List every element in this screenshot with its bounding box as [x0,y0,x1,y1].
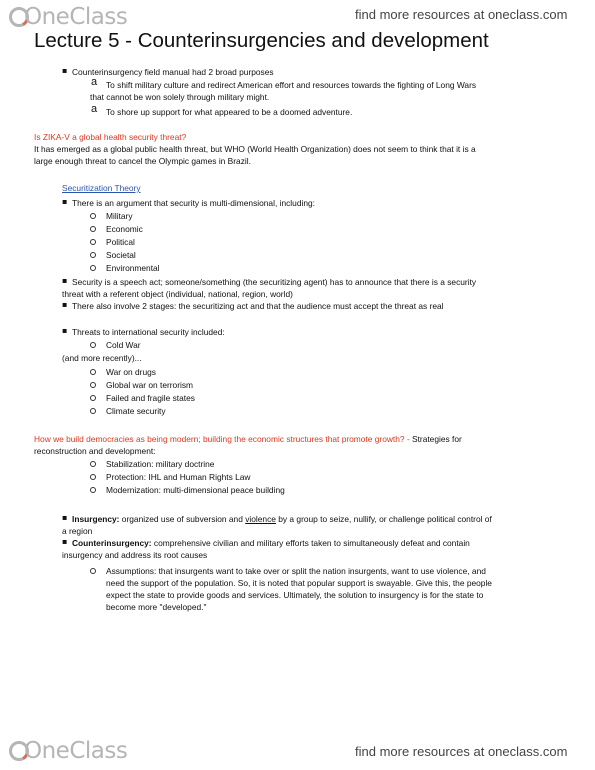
democracy-heading: How we build democracies as being modern; building the economic structures that promote growth? - [34,434,410,444]
header-tagline[interactable]: find more resources at oneclass.com [355,7,568,22]
bullet-dot: ▪ [62,276,68,285]
assumptions-line4: become more "developed." [106,602,207,612]
dimension-item: Societal [106,250,136,260]
zika-body-line1: It has emerged as a global public health threat, but WHO (World Health Organization) does not seem to think that it is a [34,144,476,154]
oneclass-logo-footer[interactable] [8,738,127,764]
speech-act-line2: threat with a referent object (individual, national, region, world) [62,289,293,299]
strategy-item: Stabilization: military doctrine [106,459,215,469]
assumptions-line2: need the support of the population. So, it is noted that popular support is swayable. Give this, the people [106,578,492,588]
democracy-heading-tail: Strategies for [409,434,462,444]
circle-bullet [90,252,96,258]
two-stages-text: There also involve 2 stages: the securitizing act and that the audience must accept the threat as real [72,301,444,311]
manual-intro: Counterinsurgency field manual had 2 broad purposes [72,67,274,77]
dimension-item: Political [106,237,135,247]
threat-item: War on drugs [106,367,156,377]
dimension-item: Economic [106,224,143,234]
purpose-a-line2: that cannot be won solely through military might. [90,92,270,102]
logo-text-one: One [24,4,70,30]
assumptions-line1: Assumptions: that insurgents want to take over or split the nation insurgents, want to use violence, and [106,566,486,576]
circle-bullet [90,487,96,493]
circle-bullet [90,369,96,375]
circle-bullet [90,226,96,232]
multi-dimensional-text: There is an argument that security is multi-dimensional, including: [72,198,315,208]
logo-text-one: One [24,738,70,764]
purpose-b: To shore up support for what appeared to be a doomed adventure. [106,107,353,117]
insurgency-def-a: organized use of subversion and [119,514,246,524]
circle-bullet [90,342,96,348]
threat-item: Global war on terrorism [106,380,194,390]
circle-bullet [90,395,96,401]
democracy-heading-line [34,433,462,445]
bullet-dot: ▪ [62,537,68,546]
insurgency-term: Insurgency: [72,514,120,524]
sub-marker-a: a [91,76,98,88]
insurgency-violence: violence [245,514,276,524]
bullet-dot: ▪ [62,326,68,335]
bullet-dot: ▪ [62,66,68,75]
sub-marker-b: a [91,103,98,115]
more-recently-text: (and more recently)... [62,353,142,363]
speech-act-line1: Security is a speech act; someone/something (the securitizing agent) has to announce that there is a security [72,277,477,287]
threat-item: Climate security [106,406,166,416]
insurgency-def-b: by a group to seize, nullify, or challenge political control of [275,514,492,524]
zika-heading: Is ZIKA-V a global health security threat? [34,132,187,142]
footer-tagline[interactable]: find more resources at oneclass.com [355,744,568,759]
threat-item: Failed and fragile states [106,393,195,403]
zika-body-line2: large enough threat to cancel the Olympic games in Brazil. [34,156,251,166]
insurgency-line2: a region [62,526,93,536]
threats-intro: Threats to international security included: [72,327,225,337]
circle-bullet [90,408,96,414]
bullet-dot: ▪ [62,197,68,206]
circle-bullet [90,568,96,574]
counterinsurgency-line1 [72,537,470,549]
strategy-item: Protection: IHL and Human Rights Law [106,472,251,482]
assumptions-line3: expect the state to provide goods and services. Ultimately, the solution to insurgency is for the state to [106,590,484,600]
logo-text-class: Class [69,738,128,764]
oneclass-logo[interactable] [8,4,127,30]
democracy-line2: reconstruction and development: [34,446,156,456]
dimension-item: Military [106,211,133,221]
circle-bullet [90,474,96,480]
threat-item: Cold War [106,340,141,350]
counterinsurgency-line2: insurgency and address its root causes [62,550,208,560]
strategy-item: Modernization: multi-dimensional peace building [106,485,285,495]
securitization-heading[interactable]: Securitization Theory [62,183,141,193]
counterinsurgency-term: Counterinsurgency: [72,538,152,548]
logo-text-class: Class [69,4,128,30]
bullet-dot: ▪ [62,513,68,522]
circle-bullet [90,239,96,245]
circle-bullet [90,382,96,388]
page-title: Lecture 5 - Counterinsurgencies and development [34,29,489,52]
circle-bullet [90,461,96,467]
circle-bullet [90,213,96,219]
insurgency-line1 [72,513,492,525]
circle-bullet [90,265,96,271]
bullet-dot: ▪ [62,300,68,309]
purpose-a-line1: To shift military culture and redirect American effort and resources towards the fighting of Long Wars [106,80,477,90]
counterinsurgency-def: comprehensive civilian and military efforts taken to simultaneously defeat and contain [151,538,470,548]
dimension-item: Environmental [106,263,160,273]
